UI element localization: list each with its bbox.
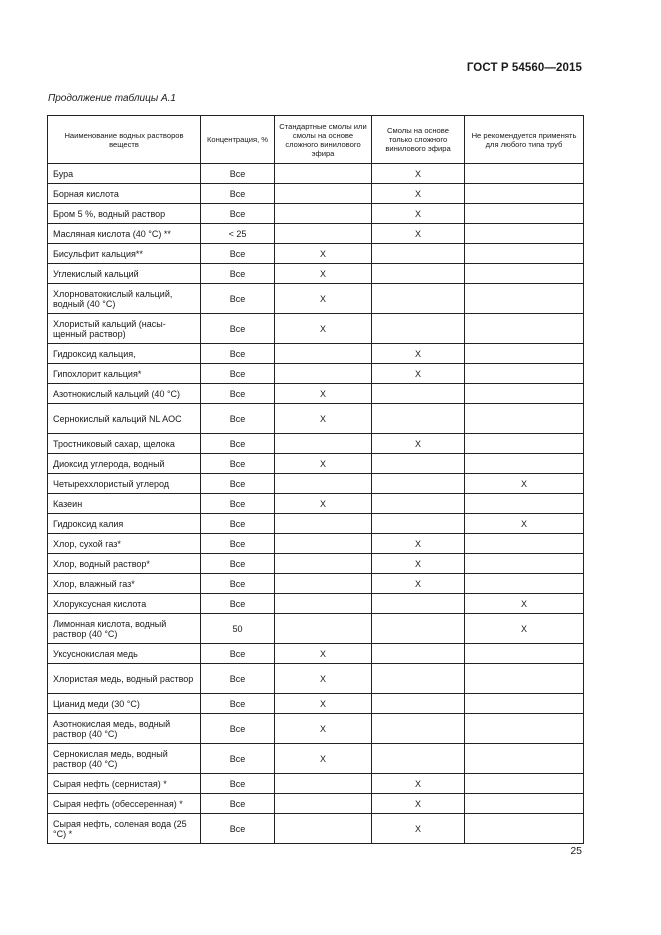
table-row	[48, 514, 584, 534]
not-recommended-mark	[465, 574, 584, 594]
not-recommended-mark	[465, 644, 584, 664]
substance-name-cell: Хлористый кальций (насыщенный раствор)	[48, 314, 201, 344]
concentration-cell: Все	[201, 714, 275, 744]
table-row	[48, 404, 584, 434]
vinyl-ester-resin-mark	[372, 714, 465, 744]
standard-resin-mark	[275, 164, 372, 184]
substance-name-cell: Тростниковый сахар, щелока	[48, 434, 201, 454]
substance-name-cell: Гидроксид кальция,	[48, 344, 201, 364]
concentration-cell: Все	[201, 794, 275, 814]
vinyl-ester-resin-mark: X	[372, 774, 465, 794]
substance-name-cell: Азотнокислая медь, водный раствор (40 °С)	[48, 714, 201, 744]
substance-name-cell: Цианид меди (30 °С)	[48, 694, 201, 714]
substance-name-cell: Хлор, водный раствор*	[48, 554, 201, 574]
vinyl-ester-resin-mark	[372, 474, 465, 494]
table-row	[48, 384, 584, 404]
table-row	[48, 164, 584, 184]
not-recommended-mark	[465, 244, 584, 264]
vinyl-ester-resin-mark: X	[372, 794, 465, 814]
concentration-cell: Все	[201, 474, 275, 494]
standard-resin-mark	[275, 184, 372, 204]
table-header-row	[48, 116, 584, 164]
table-row	[48, 594, 584, 614]
table-caption: Продолжение таблицы А.1	[48, 93, 176, 104]
standard-resin-mark: X	[275, 664, 372, 694]
not-recommended-mark	[465, 344, 584, 364]
table-row	[48, 534, 584, 554]
vinyl-ester-resin-mark	[372, 614, 465, 644]
table-row	[48, 314, 584, 344]
vinyl-ester-resin-mark	[372, 454, 465, 474]
concentration-cell: Все	[201, 644, 275, 664]
not-recommended-mark	[465, 204, 584, 224]
concentration-cell: Все	[201, 364, 275, 384]
vinyl-ester-resin-mark: X	[372, 534, 465, 554]
substance-name-cell: Четыреххлористый углерод	[48, 474, 201, 494]
standard-resin-mark: X	[275, 454, 372, 474]
substance-name-cell: Уксуснокислая медь	[48, 644, 201, 664]
table-row	[48, 204, 584, 224]
not-recommended-mark	[465, 404, 584, 434]
vinyl-ester-resin-mark	[372, 244, 465, 264]
vinyl-ester-resin-mark	[372, 384, 465, 404]
concentration-cell: Все	[201, 554, 275, 574]
standard-resin-mark: X	[275, 284, 372, 314]
vinyl-ester-resin-mark	[372, 494, 465, 514]
table-row	[48, 644, 584, 664]
vinyl-ester-resin-mark	[372, 594, 465, 614]
not-recommended-mark	[465, 534, 584, 554]
substance-name-cell: Бура	[48, 164, 201, 184]
table-row	[48, 494, 584, 514]
header-substance-name: Наименование водных растворов веществ	[48, 116, 201, 164]
table-row	[48, 364, 584, 384]
substance-name-cell: Масляная кислота (40 °С) **	[48, 224, 201, 244]
vinyl-ester-resin-mark: X	[372, 224, 465, 244]
substance-name-cell: Гипохлорит кальция*	[48, 364, 201, 384]
substance-name-cell: Хлорноватокислый кальций, водный (40 °С)	[48, 284, 201, 314]
standard-resin-mark	[275, 554, 372, 574]
substance-name-cell: Сернокислая медь, водный раствор (40 °С)	[48, 744, 201, 774]
standard-resin-mark	[275, 774, 372, 794]
concentration-cell: Все	[201, 454, 275, 474]
concentration-cell: Все	[201, 344, 275, 364]
concentration-cell: Все	[201, 574, 275, 594]
standard-resin-mark	[275, 224, 372, 244]
concentration-cell: Все	[201, 534, 275, 554]
table-row	[48, 184, 584, 204]
concentration-cell: Все	[201, 494, 275, 514]
not-recommended-mark	[465, 434, 584, 454]
concentration-cell: Все	[201, 404, 275, 434]
document-code: ГОСТ Р 54560—2015	[466, 62, 582, 74]
not-recommended-mark	[465, 224, 584, 244]
table-row	[48, 574, 584, 594]
not-recommended-mark	[465, 664, 584, 694]
vinyl-ester-resin-mark: X	[372, 364, 465, 384]
standard-resin-mark	[275, 204, 372, 224]
standard-resin-mark: X	[275, 714, 372, 744]
vinyl-ester-resin-mark	[372, 664, 465, 694]
header-not-recommended: Не рекомендуется применять для любого типа труб	[465, 116, 584, 164]
table-body	[48, 164, 584, 844]
not-recommended-mark	[465, 454, 584, 474]
standard-resin-mark	[275, 344, 372, 364]
table-row	[48, 454, 584, 474]
not-recommended-mark	[465, 694, 584, 714]
standard-resin-mark	[275, 814, 372, 844]
concentration-cell: Все	[201, 164, 275, 184]
standard-resin-mark: X	[275, 644, 372, 664]
table-row	[48, 344, 584, 364]
substance-name-cell: Бисульфит кальция**	[48, 244, 201, 264]
table-row	[48, 744, 584, 774]
not-recommended-mark	[465, 264, 584, 284]
table-row	[48, 714, 584, 744]
standard-resin-mark	[275, 534, 372, 554]
substance-name-cell: Сырая нефть (сернистая) *	[48, 774, 201, 794]
table-row	[48, 554, 584, 574]
table-row	[48, 284, 584, 314]
table-row	[48, 814, 584, 844]
substance-name-cell: Борная кислота	[48, 184, 201, 204]
substance-name-cell: Лимонная кислота, водный раствор (40 °С)	[48, 614, 201, 644]
vinyl-ester-resin-mark: X	[372, 554, 465, 574]
vinyl-ester-resin-mark: X	[372, 164, 465, 184]
standard-resin-mark: X	[275, 384, 372, 404]
concentration-cell: Все	[201, 514, 275, 534]
concentration-cell: Все	[201, 184, 275, 204]
header-vinyl-ester-resins: Смолы на основе только сложного винилового эфира	[372, 116, 465, 164]
vinyl-ester-resin-mark: X	[372, 344, 465, 364]
vinyl-ester-resin-mark	[372, 744, 465, 774]
standard-resin-mark	[275, 794, 372, 814]
table-row	[48, 224, 584, 244]
not-recommended-mark	[465, 494, 584, 514]
substance-name-cell: Гидроксид калия	[48, 514, 201, 534]
table-row	[48, 664, 584, 694]
standard-resin-mark	[275, 574, 372, 594]
not-recommended-mark	[465, 384, 584, 404]
table-row	[48, 264, 584, 284]
vinyl-ester-resin-mark	[372, 314, 465, 344]
not-recommended-mark: X	[465, 474, 584, 494]
table-row	[48, 774, 584, 794]
not-recommended-mark	[465, 794, 584, 814]
not-recommended-mark: X	[465, 594, 584, 614]
vinyl-ester-resin-mark	[372, 264, 465, 284]
not-recommended-mark	[465, 364, 584, 384]
concentration-cell: Все	[201, 774, 275, 794]
standard-resin-mark	[275, 614, 372, 644]
standard-resin-mark: X	[275, 744, 372, 774]
substance-name-cell: Хлор, сухой газ*	[48, 534, 201, 554]
substance-name-cell: Азотнокислый кальций (40 °С)	[48, 384, 201, 404]
not-recommended-mark: X	[465, 614, 584, 644]
standard-resin-mark	[275, 364, 372, 384]
concentration-cell: Все	[201, 594, 275, 614]
substance-name-cell: Казеин	[48, 494, 201, 514]
table-row	[48, 434, 584, 454]
not-recommended-mark: X	[465, 514, 584, 534]
not-recommended-mark	[465, 774, 584, 794]
substance-name-cell: Хлор, влажный газ*	[48, 574, 201, 594]
substance-name-cell: Углекислый кальций	[48, 264, 201, 284]
vinyl-ester-resin-mark: X	[372, 574, 465, 594]
not-recommended-mark	[465, 184, 584, 204]
standard-resin-mark	[275, 434, 372, 454]
not-recommended-mark	[465, 284, 584, 314]
not-recommended-mark	[465, 554, 584, 574]
table-row	[48, 694, 584, 714]
concentration-cell: Все	[201, 814, 275, 844]
substance-name-cell: Сырая нефть (обессеренная) *	[48, 794, 201, 814]
concentration-cell: Все	[201, 694, 275, 714]
concentration-cell: Все	[201, 204, 275, 224]
concentration-cell: Все	[201, 664, 275, 694]
vinyl-ester-resin-mark	[372, 514, 465, 534]
concentration-cell: Все	[201, 244, 275, 264]
standard-resin-mark: X	[275, 404, 372, 434]
table-row	[48, 474, 584, 494]
not-recommended-mark	[465, 164, 584, 184]
concentration-cell: Все	[201, 384, 275, 404]
substance-name-cell: Хлористая медь, водный раствор	[48, 664, 201, 694]
standard-resin-mark: X	[275, 494, 372, 514]
standard-resin-mark: X	[275, 694, 372, 714]
substance-name-cell: Хлоруксусная кислота	[48, 594, 201, 614]
concentration-cell: Все	[201, 284, 275, 314]
vinyl-ester-resin-mark: X	[372, 434, 465, 454]
vinyl-ester-resin-mark	[372, 644, 465, 664]
not-recommended-mark	[465, 714, 584, 744]
vinyl-ester-resin-mark: X	[372, 814, 465, 844]
vinyl-ester-resin-mark: X	[372, 204, 465, 224]
concentration-cell: 50	[201, 614, 275, 644]
standard-resin-mark	[275, 474, 372, 494]
not-recommended-mark	[465, 314, 584, 344]
table-row	[48, 794, 584, 814]
substance-name-cell: Сернокислый кальций NL AOC	[48, 404, 201, 434]
vinyl-ester-resin-mark: X	[372, 184, 465, 204]
chemical-resistance-table	[47, 115, 584, 844]
vinyl-ester-resin-mark	[372, 404, 465, 434]
header-concentration: Концентрация, %	[201, 116, 275, 164]
substance-name-cell: Бром 5 %, водный раствор	[48, 204, 201, 224]
table-row	[48, 614, 584, 644]
concentration-cell: Все	[201, 744, 275, 774]
standard-resin-mark: X	[275, 264, 372, 284]
substance-name-cell: Диоксид углерода, водный	[48, 454, 201, 474]
table-row	[48, 244, 584, 264]
standard-resin-mark: X	[275, 314, 372, 344]
concentration-cell: Все	[201, 314, 275, 344]
not-recommended-mark	[465, 744, 584, 774]
substance-name-cell: Сырая нефть, соленая вода (25 °С) *	[48, 814, 201, 844]
not-recommended-mark	[465, 814, 584, 844]
concentration-cell: Все	[201, 434, 275, 454]
standard-resin-mark: X	[275, 244, 372, 264]
vinyl-ester-resin-mark	[372, 284, 465, 314]
standard-resin-mark	[275, 594, 372, 614]
concentration-cell: Все	[201, 264, 275, 284]
standard-resin-mark	[275, 514, 372, 534]
concentration-cell: < 25	[201, 224, 275, 244]
page-number: 25	[570, 845, 582, 857]
header-standard-resins: Стандартные смолы или смолы на основе сложного винилового эфира	[275, 116, 372, 164]
vinyl-ester-resin-mark	[372, 694, 465, 714]
